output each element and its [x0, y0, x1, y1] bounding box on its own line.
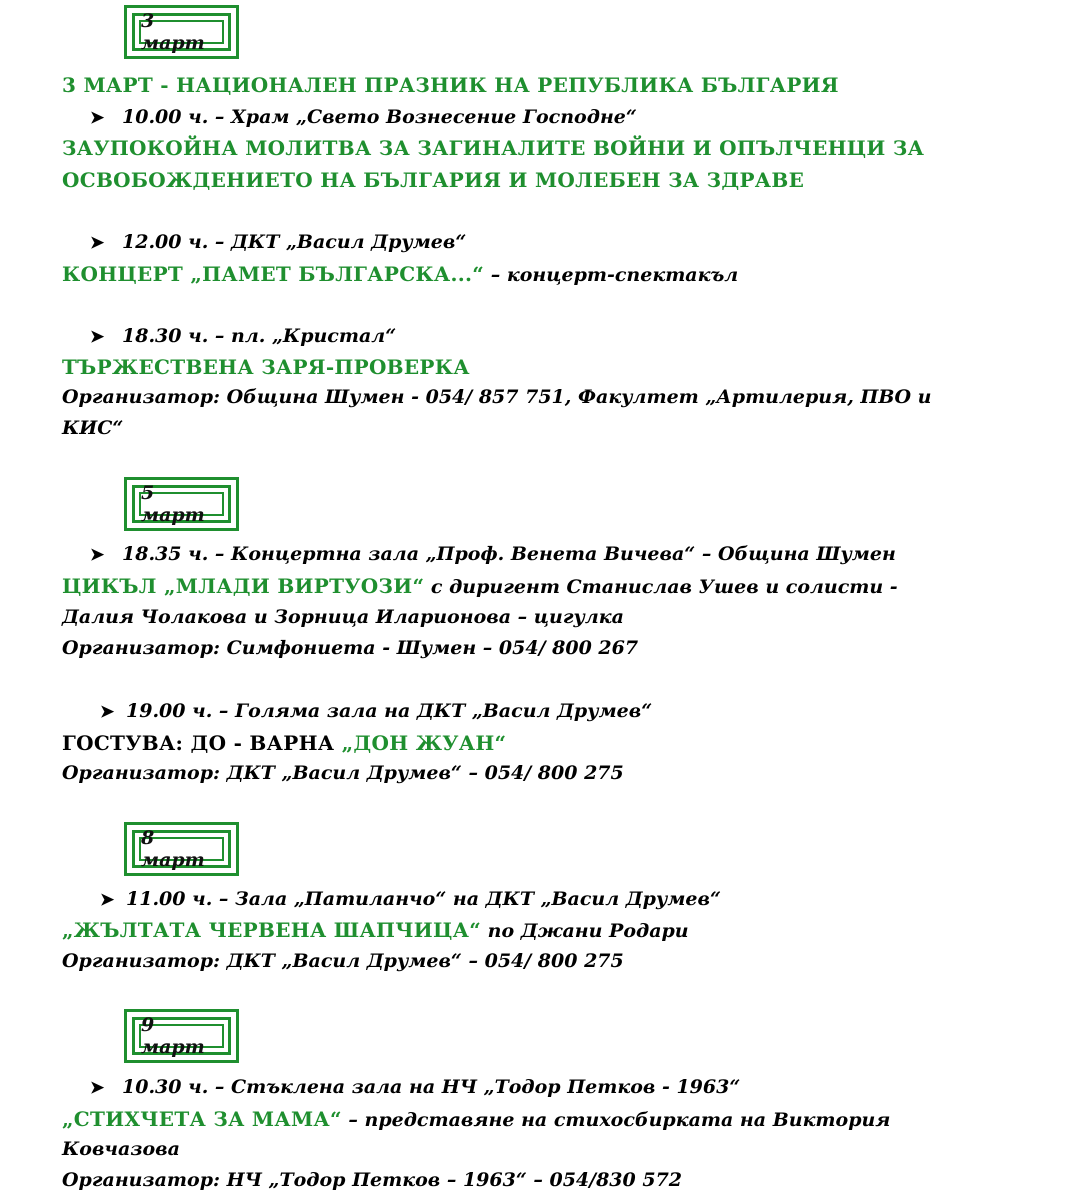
arrow-bullet-icon: ➤ — [90, 233, 105, 253]
event-time-place — [100, 888, 721, 910]
event-time-place — [90, 1076, 740, 1098]
event-time-text: 18.30 ч. – пл. „Кристал“ — [122, 325, 397, 347]
date-label: 3 март — [139, 20, 224, 44]
arrow-bullet-icon: ➤ — [90, 327, 105, 347]
event-title-black: ГОСТУВА: ДО - ВАРНА — [62, 731, 342, 755]
event-time-text: 18.35 ч. – Концертна зала „Проф. Венета Вичева“ – Община Шумен — [122, 543, 896, 565]
event-title — [62, 262, 738, 286]
event-organizer: Организатор: Община Шумен - 054/ 857 751, Факултет „Артилерия, ПВО и — [62, 386, 932, 408]
holiday-title: 3 МАРТ - НАЦИОНАЛЕН ПРАЗНИК НА РЕПУБЛИКА БЪЛГАРИЯ — [62, 73, 839, 97]
event-time-text: 19.00 ч. – Голяма зала на ДКТ „Васил Друмев“ — [126, 700, 653, 722]
date-label: 5 март — [139, 492, 224, 516]
arrow-bullet-icon: ➤ — [100, 890, 115, 910]
arrow-bullet-icon: ➤ — [90, 545, 105, 565]
event-time-place — [90, 543, 896, 565]
date-box-mar-8 — [124, 822, 239, 876]
event-title-line: ОСВОБОЖДЕНИЕТО НА БЪЛГАРИЯ И МОЛЕБЕН ЗА ЗДРАВЕ — [62, 168, 805, 192]
date-box-mar-9 — [124, 1009, 239, 1063]
event-title-green: КОНЦЕРТ „ПАМЕТ БЪЛГАРСКА...“ — [62, 262, 485, 286]
date-box-mar-5 — [124, 477, 239, 531]
event-time-place — [100, 700, 652, 722]
event-time-place — [90, 106, 637, 128]
event-title — [62, 1107, 890, 1131]
arrow-bullet-icon: ➤ — [90, 1078, 105, 1098]
event-time-place — [90, 231, 466, 253]
event-time-text: 12.00 ч. – ДКТ „Васил Друмев“ — [122, 231, 467, 253]
event-title-rest: с диригент Станислав Ушев и солисти - — [424, 576, 898, 598]
event-title — [62, 918, 689, 942]
event-title-line: ЗАУПОКОЙНА МОЛИТВА ЗА ЗАГИНАЛИТЕ ВОЙНИ И ОПЪЛЧЕНЦИ ЗА — [62, 136, 925, 160]
event-title-green: „СТИХЧЕТА ЗА МАМА“ — [62, 1107, 342, 1131]
arrow-bullet-icon: ➤ — [90, 108, 105, 128]
event-detail: Ковчазова — [62, 1138, 180, 1160]
event-title-green: „ЖЪЛТАТА ЧЕРВЕНА ШАПЧИЦА“ — [62, 918, 482, 942]
event-time-text: 11.00 ч. – Зала „Патиланчо“ на ДКТ „Васил Друмев“ — [126, 888, 721, 910]
event-organizer: Организатор: Симфониета - Шумен – 054/ 800 267 — [62, 637, 639, 659]
arrow-bullet-icon: ➤ — [100, 702, 115, 722]
event-organizer: Организатор: ДКТ „Васил Друмев“ – 054/ 800 275 — [62, 950, 624, 972]
event-title-green: ЦИКЪЛ „МЛАДИ ВИРТУОЗИ“ — [62, 574, 425, 598]
event-title: ТЪРЖЕСТВЕНА ЗАРЯ-ПРОВЕРКА — [62, 355, 470, 379]
event-title-green: „ДОН ЖУАН“ — [341, 731, 507, 755]
date-label: 9 март — [139, 1024, 224, 1048]
event-title — [62, 731, 506, 755]
event-time-text: 10.00 ч. – Храм „Свето Вознесение Господне“ — [122, 106, 637, 128]
date-box-mar-3 — [124, 5, 239, 59]
event-organizer: Организатор: НЧ „Тодор Петков – 1963“ – 054/830 572 — [62, 1169, 683, 1191]
event-detail: Далия Чолакова и Зорница Иларионова – цигулка — [62, 606, 624, 628]
event-organizer: КИС“ — [62, 417, 124, 439]
event-title-rest: по Джани Родари — [481, 920, 689, 942]
event-time-text: 10.30 ч. – Стъклена зала на НЧ „Тодор Петков - 1963“ — [122, 1076, 741, 1098]
event-title-rest: – концерт-спектакъл — [484, 264, 739, 286]
event-title-rest: – представяне на стихосбирката на Виктория — [341, 1109, 891, 1131]
date-label: 8 март — [139, 837, 224, 861]
event-title — [62, 574, 898, 598]
event-time-place — [90, 325, 396, 347]
event-organizer: Организатор: ДКТ „Васил Друмев“ – 054/ 800 275 — [62, 762, 624, 784]
